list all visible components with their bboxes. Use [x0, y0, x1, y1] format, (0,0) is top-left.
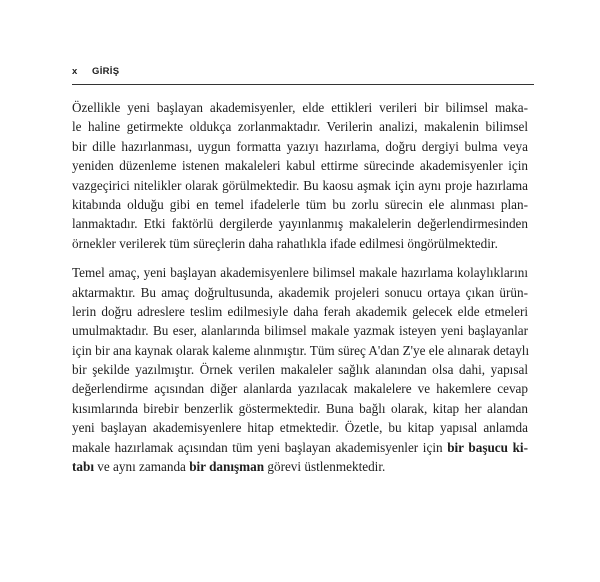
text-line: umulmaktadır. Bu eser, alanlarında bilimsel makale yazmak isteyen yeni başlayanlar: [72, 323, 528, 339]
paragraph-2: [72, 263, 528, 476]
text-line: yeniden düzenleme istenen makaleleri kabul ettirme sürecinde akademisyenler için: [72, 158, 528, 174]
emphasis-text: tabı: [72, 459, 94, 475]
body-text: [72, 98, 528, 476]
text-line: aktarmaktır. Bu amaç doğrultusunda, akademik projeleri sonucu ortaya çıkan ürün-: [72, 284, 528, 300]
text-line: lerin doğru adreslere teslim edilmesiyle daha ferah akademik gelecek elde etmeleri: [72, 303, 528, 319]
text-run: makale hazırlamak açısından tüm yeni başlayan akademisyenler için: [72, 439, 448, 455]
text-line: [72, 457, 528, 476]
text-line: Özellikle yeni başlayan akademisyenler, elde ettikleri verileri bir bilimsel maka-: [72, 100, 528, 115]
text-line: Temel amaç, yeni başlayan akademisyenlere bilimsel makale hazırlama kolaylıklarını: [72, 265, 528, 281]
text-line: kısımlarında birebir benzerlik göstermektedir. Buna bağlı olarak, kitap her alandan: [72, 400, 528, 416]
page-number: x: [72, 66, 78, 77]
text-line: değerlendirme açısından diğer alanlarda yazılacak makalelere ve hakemlere cevap: [72, 381, 528, 397]
paragraph-1: [72, 98, 528, 253]
text-line: vazgeçirici nitelikler olarak görülmektedir. Bu kaosu aşmak için aynı proje hazırlama: [72, 177, 528, 193]
text-run: ve aynı zamanda: [93, 459, 190, 475]
text-line: le haline getirmekte oldukça zorlanmaktadır. Verilerin analizi, makalenin bilimsel: [72, 119, 528, 135]
header-divider: [72, 84, 534, 85]
emphasis-text: bir başucu ki-: [447, 439, 528, 455]
text-line: [72, 438, 528, 457]
running-header: [72, 66, 534, 80]
text-line: bir dille hazırlanması, uygun formatta yazıyı hazırlama, doğru dergiyi bulma veya: [72, 138, 528, 154]
text-line: bir şekilde yazılmıştır. Örnek verilen makaleler sağlık alanından olsa dahi, yapısal: [72, 362, 528, 378]
text-line: yeni başlayan akademisyenlere hitap etmektedir. Özetle, bu kitap yapısal anlamda: [72, 420, 528, 436]
text-line: kitabında olduğu gibi en temel ifadelerle tüm bu zorlu sürecin ele alınması plan-: [72, 196, 528, 212]
text-line: için bir ana kaynak olarak kaleme alınmıştır. Tüm süreç A'dan Z'ye ele alınarak detaylı: [72, 342, 530, 358]
chapter-title: GİRİŞ: [92, 66, 120, 77]
emphasis-text: bir danışman: [189, 459, 265, 475]
text-line: örnekler verilerek tüm süreçlerin daha rahatlıkla ifade edilmesi öngörülmektedir.: [72, 235, 498, 251]
text-run: görevi üstlenmektedir.: [264, 459, 386, 475]
text-line: lanmaktadır. Etki faktörlü dergilerde yayınlanmış makalelerin değerlendirmesinden: [72, 216, 528, 232]
